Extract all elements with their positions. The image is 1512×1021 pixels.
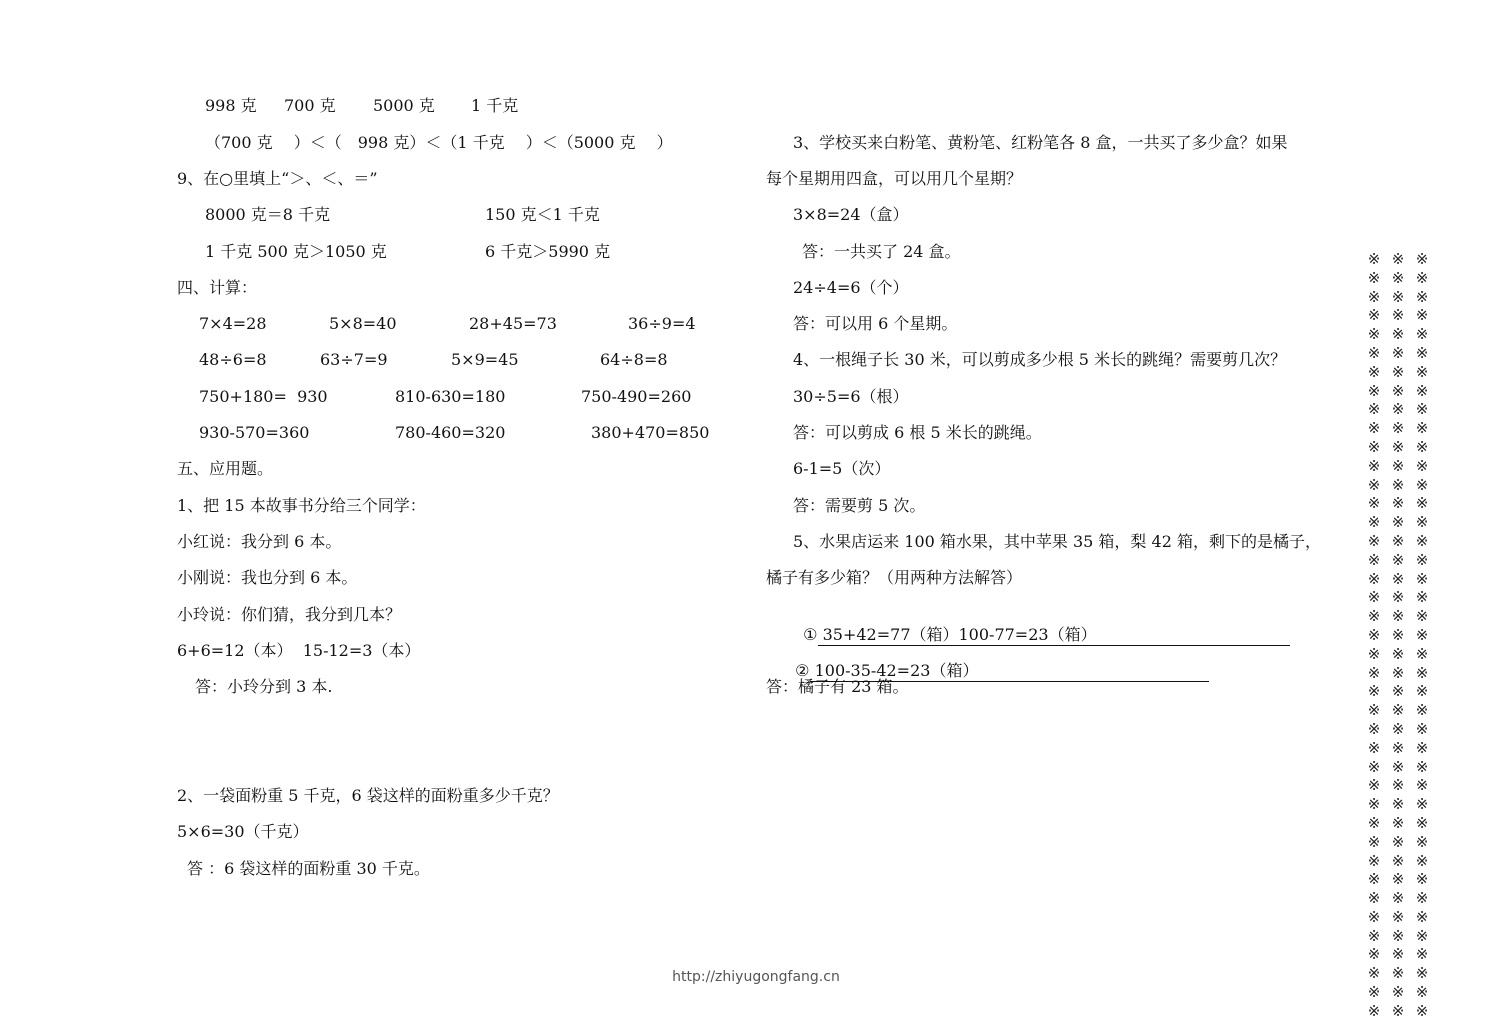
margin-mark: ※ — [1415, 325, 1429, 344]
margin-mark: ※ — [1391, 644, 1405, 663]
problem-2-line: 5×6=30（千克） — [177, 822, 309, 841]
margin-mark-column — [1389, 250, 1407, 1021]
margin-mark: ※ — [1415, 475, 1429, 494]
margin-mark: ※ — [1391, 738, 1405, 757]
margin-mark: ※ — [1415, 776, 1429, 795]
problem-4-line: 4、一根绳子长 30 米，可以剪成多少根 5 米长的跳绳？需要剪几次？ — [793, 350, 1287, 369]
margin-mark: ※ — [1367, 719, 1381, 738]
margin-mark: ※ — [1391, 1001, 1405, 1020]
method-1-line — [793, 605, 1290, 646]
margin-mark: ※ — [1367, 945, 1381, 964]
problem-3-line: 3×8=24（盒） — [793, 205, 909, 224]
calc-item: 48÷6=8 — [199, 350, 267, 369]
problem-3-line: 答：可以用 6 个星期。 — [793, 314, 958, 333]
problem-4-line: 30÷5=6（根） — [793, 387, 909, 406]
margin-mark: ※ — [1367, 682, 1381, 701]
margin-mark: ※ — [1367, 663, 1381, 682]
margin-mark: ※ — [1391, 437, 1405, 456]
margin-mark: ※ — [1367, 494, 1381, 513]
margin-mark: ※ — [1367, 870, 1381, 889]
margin-mark: ※ — [1391, 607, 1405, 626]
margin-mark: ※ — [1415, 513, 1429, 532]
margin-mark: ※ — [1415, 287, 1429, 306]
weight-order-answer: （700 克 ）＜（ 998 克）＜（1 千克 ）＜（5000 克 ） — [205, 133, 673, 152]
margin-mark: ※ — [1391, 531, 1405, 550]
method-2-line — [785, 641, 1209, 682]
margin-mark: ※ — [1415, 588, 1429, 607]
margin-mark: ※ — [1367, 550, 1381, 569]
margin-mark: ※ — [1415, 437, 1429, 456]
margin-mark: ※ — [1367, 607, 1381, 626]
margin-mark: ※ — [1415, 945, 1429, 964]
margin-mark: ※ — [1415, 1001, 1429, 1020]
weight-option: 998 克 — [205, 96, 257, 115]
margin-mark: ※ — [1391, 889, 1405, 908]
margin-mark: ※ — [1391, 926, 1405, 945]
margin-mark: ※ — [1415, 964, 1429, 983]
margin-mark: ※ — [1391, 494, 1405, 513]
margin-mark: ※ — [1415, 851, 1429, 870]
margin-mark: ※ — [1415, 682, 1429, 701]
margin-mark: ※ — [1415, 306, 1429, 325]
margin-mark: ※ — [1367, 776, 1381, 795]
problem-3-line: 24÷4=6（个） — [793, 278, 909, 297]
problem-5-answer: 答：橘子有 23 箱。 — [766, 677, 909, 696]
calc-item: 5×9=45 — [451, 350, 519, 369]
margin-mark: ※ — [1391, 513, 1405, 532]
margin-mark: ※ — [1391, 983, 1405, 1002]
margin-mark: ※ — [1367, 250, 1381, 268]
calc-item: 780-460=320 — [395, 423, 506, 442]
margin-mark: ※ — [1367, 907, 1381, 926]
problem-4-line: 6-1=5（次） — [793, 459, 891, 478]
margin-mark: ※ — [1367, 625, 1381, 644]
problem-5-line: 5、水果店运来 100 箱水果，其中苹果 35 箱，梨 42 箱，剩下的是橘子， — [793, 532, 1321, 551]
margin-mark: ※ — [1367, 757, 1381, 776]
margin-mark: ※ — [1367, 268, 1381, 287]
margin-mark: ※ — [1391, 682, 1405, 701]
problem-2-answer: 答 ：6 袋这样的面粉重 30 千克。 — [187, 859, 430, 878]
method-1-marker: ① — [803, 625, 818, 644]
margin-mark: ※ — [1367, 588, 1381, 607]
problem-3-line: 每个星期用四盒，可以用几个星期？ — [766, 169, 1023, 188]
calc-item: 5×8=40 — [329, 314, 397, 333]
margin-mark: ※ — [1391, 813, 1405, 832]
question-9-title: 9、在○里填上“＞、＜、＝” — [177, 169, 378, 188]
problem-1-line: 1、把 15 本故事书分给三个同学： — [177, 496, 426, 515]
calc-item: 930-570=360 — [199, 423, 310, 442]
margin-mark: ※ — [1367, 306, 1381, 325]
calc-item: 750+180= 930 — [199, 387, 328, 406]
margin-mark: ※ — [1391, 964, 1405, 983]
margin-mark: ※ — [1391, 287, 1405, 306]
margin-mark: ※ — [1415, 456, 1429, 475]
margin-mark: ※ — [1367, 832, 1381, 851]
margin-mark: ※ — [1367, 569, 1381, 588]
problem-1-line: 小刚说：我也分到 6 本。 — [177, 568, 358, 587]
margin-mark: ※ — [1391, 475, 1405, 494]
margin-mark: ※ — [1391, 268, 1405, 287]
margin-mark: ※ — [1391, 795, 1405, 814]
margin-mark: ※ — [1367, 325, 1381, 344]
compare-item: 150 克＜1 千克 — [485, 205, 600, 224]
weight-option: 5000 克 — [373, 96, 435, 115]
problem-1-answer: 答：小玲分到 3 本. — [195, 677, 333, 696]
margin-mark: ※ — [1415, 795, 1429, 814]
footer-url: http://zhiyugongfang.cn — [672, 969, 840, 985]
method-2-answer: 100-35-42=23（箱） — [810, 661, 1209, 682]
compare-item: 8000 克＝8 千克 — [205, 205, 331, 224]
weight-option: 700 克 — [284, 96, 336, 115]
margin-mark: ※ — [1415, 250, 1429, 268]
margin-mark: ※ — [1367, 964, 1381, 983]
margin-mark: ※ — [1415, 719, 1429, 738]
margin-mark: ※ — [1391, 945, 1405, 964]
margin-mark: ※ — [1367, 513, 1381, 532]
margin-mark: ※ — [1415, 813, 1429, 832]
calc-item: 380+470=850 — [591, 423, 710, 442]
margin-mark: ※ — [1391, 701, 1405, 720]
margin-mark: ※ — [1367, 851, 1381, 870]
margin-mark: ※ — [1367, 381, 1381, 400]
margin-mark: ※ — [1415, 400, 1429, 419]
margin-mark: ※ — [1367, 475, 1381, 494]
margin-mark: ※ — [1415, 757, 1429, 776]
margin-mark: ※ — [1391, 663, 1405, 682]
margin-mark: ※ — [1391, 306, 1405, 325]
compare-item: 6 千克＞5990 克 — [485, 242, 611, 261]
problem-5-line: 橘子有多少箱？（用两种方法解答） — [766, 568, 1023, 587]
margin-mark: ※ — [1367, 738, 1381, 757]
margin-mark: ※ — [1367, 400, 1381, 419]
margin-mark: ※ — [1391, 325, 1405, 344]
problem-4-line: 答：需要剪 5 次。 — [793, 496, 926, 515]
problem-2-line: 2、一袋面粉重 5 千克，6 袋这样的面粉重多少千克？ — [177, 786, 559, 805]
margin-mark: ※ — [1415, 907, 1429, 926]
margin-mark: ※ — [1391, 343, 1405, 362]
margin-mark: ※ — [1415, 494, 1429, 513]
problem-1-line: 小红说：我分到 6 本。 — [177, 532, 342, 551]
margin-mark: ※ — [1391, 870, 1405, 889]
margin-mark: ※ — [1415, 419, 1429, 438]
calc-item: 810-630=180 — [395, 387, 506, 406]
margin-mark: ※ — [1367, 889, 1381, 908]
margin-mark: ※ — [1367, 287, 1381, 306]
calc-item: 63÷7=9 — [320, 350, 388, 369]
margin-mark-column — [1365, 250, 1383, 1021]
margin-mark: ※ — [1367, 813, 1381, 832]
margin-mark: ※ — [1367, 531, 1381, 550]
margin-mark: ※ — [1367, 419, 1381, 438]
margin-mark: ※ — [1391, 550, 1405, 569]
margin-mark: ※ — [1415, 701, 1429, 720]
margin-mark: ※ — [1415, 625, 1429, 644]
margin-mark: ※ — [1415, 889, 1429, 908]
margin-mark: ※ — [1391, 776, 1405, 795]
margin-mark: ※ — [1391, 625, 1405, 644]
margin-mark: ※ — [1415, 926, 1429, 945]
margin-mark: ※ — [1367, 456, 1381, 475]
margin-mark: ※ — [1415, 550, 1429, 569]
margin-mark: ※ — [1391, 419, 1405, 438]
margin-mark: ※ — [1367, 437, 1381, 456]
margin-mark: ※ — [1415, 607, 1429, 626]
margin-mark: ※ — [1415, 531, 1429, 550]
margin-mark: ※ — [1367, 362, 1381, 381]
margin-mark: ※ — [1367, 795, 1381, 814]
margin-mark: ※ — [1415, 870, 1429, 889]
margin-mark: ※ — [1391, 569, 1405, 588]
method-1-answer: 35+42=77（箱）100-77=23（箱） — [818, 625, 1290, 646]
weight-option: 1 千克 — [471, 96, 519, 115]
calc-item: 36÷9=4 — [628, 314, 696, 333]
margin-mark: ※ — [1391, 381, 1405, 400]
problem-4-line: 答：可以剪成 6 根 5 米长的跳绳。 — [793, 423, 1042, 442]
problem-3-line: 3、学校买来白粉笔、黄粉笔、红粉笔各 8 盒，一共买了多少盒？如果 — [793, 133, 1288, 152]
margin-mark: ※ — [1391, 362, 1405, 381]
margin-mark: ※ — [1415, 381, 1429, 400]
problem-1-line: 6+6=12（本） 15-12=3（本） — [177, 641, 421, 660]
margin-mark: ※ — [1367, 1001, 1381, 1020]
calc-item: 750-490=260 — [581, 387, 692, 406]
compare-item: 1 千克 500 克＞1050 克 — [205, 242, 387, 261]
margin-mark: ※ — [1415, 362, 1429, 381]
margin-mark: ※ — [1367, 701, 1381, 720]
margin-mark: ※ — [1367, 926, 1381, 945]
margin-mark: ※ — [1391, 757, 1405, 776]
method-2-marker: ② — [795, 661, 810, 680]
margin-mark: ※ — [1415, 644, 1429, 663]
margin-mark: ※ — [1391, 851, 1405, 870]
margin-mark: ※ — [1367, 983, 1381, 1002]
section-5-title: 五、应用题。 — [177, 459, 274, 478]
margin-mark: ※ — [1415, 268, 1429, 287]
margin-mark: ※ — [1391, 832, 1405, 851]
margin-mark: ※ — [1391, 588, 1405, 607]
margin-mark: ※ — [1415, 832, 1429, 851]
margin-mark: ※ — [1415, 569, 1429, 588]
margin-mark: ※ — [1367, 343, 1381, 362]
margin-mark: ※ — [1391, 907, 1405, 926]
margin-mark: ※ — [1415, 983, 1429, 1002]
margin-mark-column — [1413, 250, 1431, 1021]
problem-3-line: 答：一共买了 24 盒。 — [802, 242, 961, 261]
margin-mark: ※ — [1367, 644, 1381, 663]
calc-item: 7×4=28 — [199, 314, 267, 333]
calc-item: 64÷8=8 — [600, 350, 668, 369]
calc-item: 28+45=73 — [469, 314, 557, 333]
margin-mark: ※ — [1391, 400, 1405, 419]
margin-mark: ※ — [1391, 250, 1405, 268]
margin-mark: ※ — [1415, 738, 1429, 757]
section-4-title: 四、计算： — [177, 278, 258, 297]
margin-mark: ※ — [1391, 456, 1405, 475]
margin-mark: ※ — [1415, 663, 1429, 682]
problem-1-line: 小玲说：你们猜，我分到几本？ — [177, 605, 402, 624]
margin-mark: ※ — [1391, 719, 1405, 738]
margin-mark: ※ — [1415, 343, 1429, 362]
